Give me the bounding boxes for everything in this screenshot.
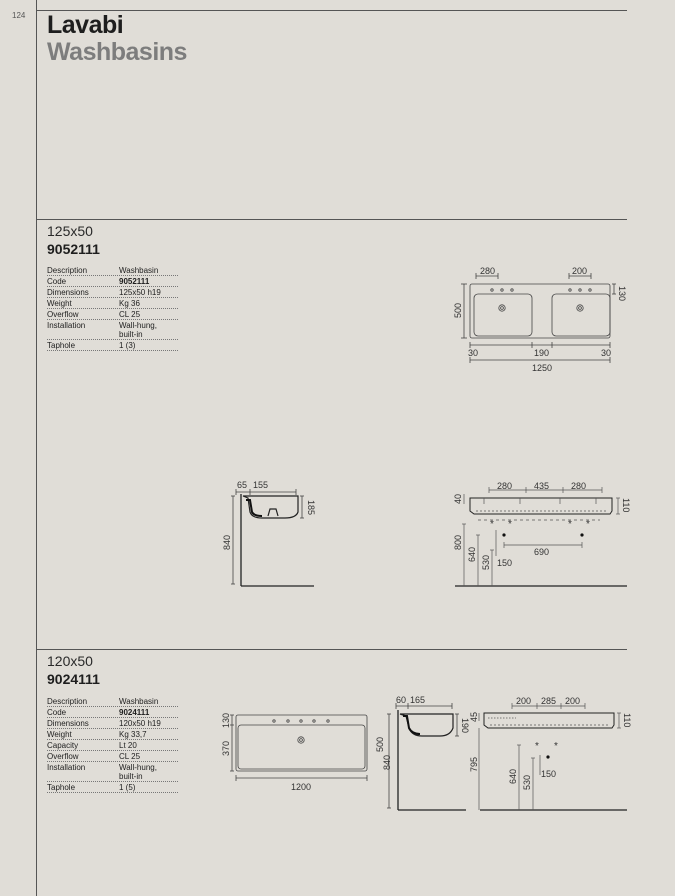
spec-label: Code (47, 708, 67, 717)
product-size-1: 125x50 (47, 223, 93, 239)
spec-value: 125x50 h19 (119, 288, 161, 297)
product-code-1: 9052111 (47, 241, 100, 257)
svg-text:*: * (535, 741, 539, 752)
spec-value: CL 25 (119, 752, 141, 761)
dim-label: 280 (480, 266, 496, 276)
spec-label: Overflow (47, 310, 79, 319)
spec-label: Installation (47, 763, 86, 772)
product-code-2: 9024111 (47, 671, 100, 687)
dim-label: 640 (467, 546, 477, 562)
spec-label: Taphole (47, 783, 76, 792)
dim-label: 840 (382, 754, 392, 770)
dim-label: 155 (253, 480, 269, 490)
svg-text:*: * (568, 519, 572, 530)
dim-label: 795 (469, 756, 479, 772)
spec-label: Capacity (47, 741, 79, 750)
dim-label: 165 (410, 695, 426, 705)
spec-label: Taphole (47, 341, 76, 350)
spec-label: Overflow (47, 752, 79, 761)
spec-label: Weight (47, 730, 72, 739)
dim-label: 185 (306, 500, 316, 516)
spec-value: Wall-hung, built-in (119, 763, 157, 781)
dim-label: 30 (468, 348, 479, 358)
dim-label: 60 (396, 695, 407, 705)
spec-value: 120x50 h19 (119, 719, 161, 728)
dim-label: 280 (571, 481, 587, 491)
dim-label: 45 (469, 711, 479, 722)
spec-value: Washbasin (119, 266, 159, 275)
spec-value: Kg 33,7 (119, 730, 147, 739)
dim-label: 110 (622, 713, 632, 728)
dim-label: 435 (534, 481, 550, 491)
spec-label: Dimensions (47, 288, 89, 297)
dim-label: 130 (221, 712, 231, 728)
dim-label: 500 (453, 302, 463, 318)
dim-label: 190 (534, 348, 550, 358)
dim-label: 370 (221, 740, 231, 756)
spec-label: Weight (47, 299, 72, 308)
product-size-2: 120x50 (47, 653, 93, 669)
spec-label: Code (47, 277, 67, 286)
dim-label: 110 (621, 498, 631, 513)
svg-text:*: * (490, 519, 494, 530)
dim-label: 1200 (291, 782, 312, 792)
page-number: 124 (12, 11, 26, 20)
dim-label: 1250 (532, 363, 553, 373)
dim-label: 40 (453, 493, 463, 504)
spec-value: Washbasin (119, 697, 159, 706)
spec-value: Kg 36 (119, 299, 140, 308)
svg-text:*: * (508, 519, 512, 530)
dim-label: 500 (375, 736, 385, 752)
spec-value: 1 (5) (119, 783, 136, 792)
dim-label: 280 (497, 481, 513, 491)
dim-label: 285 (541, 696, 557, 706)
dim-label: 190 (460, 718, 470, 734)
dim-label: 840 (222, 534, 232, 550)
spec-value: Wall-hung, built-in (119, 321, 157, 339)
svg-text:*: * (554, 741, 558, 752)
spec-value: Lt 20 (119, 741, 137, 750)
spec-value: CL 25 (119, 310, 141, 319)
dim-label: 65 (237, 480, 248, 490)
dim-label: 690 (534, 547, 550, 557)
dim-label: 200 (565, 696, 581, 706)
dim-label: 800 (453, 534, 463, 550)
spec-label: Installation (47, 321, 86, 330)
spec-label: Description (47, 697, 88, 706)
dim-label: 200 (572, 266, 588, 276)
spec-value: 9024111 (119, 708, 150, 717)
page-title-english: Washbasins (47, 38, 187, 66)
page-title-italian: Lavabi (47, 11, 124, 39)
dim-label: 130 (617, 286, 627, 302)
dim-label: 530 (522, 774, 532, 790)
spec-value: 9052111 (119, 277, 150, 286)
dim-label: 640 (508, 768, 518, 784)
svg-text:*: * (586, 519, 590, 530)
dim-label: 200 (516, 696, 532, 706)
dim-label: 30 (601, 348, 612, 358)
dim-label: 150 (541, 769, 557, 779)
spec-label: Description (47, 266, 88, 275)
spec-value: 1 (3) (119, 341, 136, 350)
dim-label: 150 (497, 558, 513, 568)
dim-label: 530 (481, 554, 491, 570)
spec-label: Dimensions (47, 719, 89, 728)
